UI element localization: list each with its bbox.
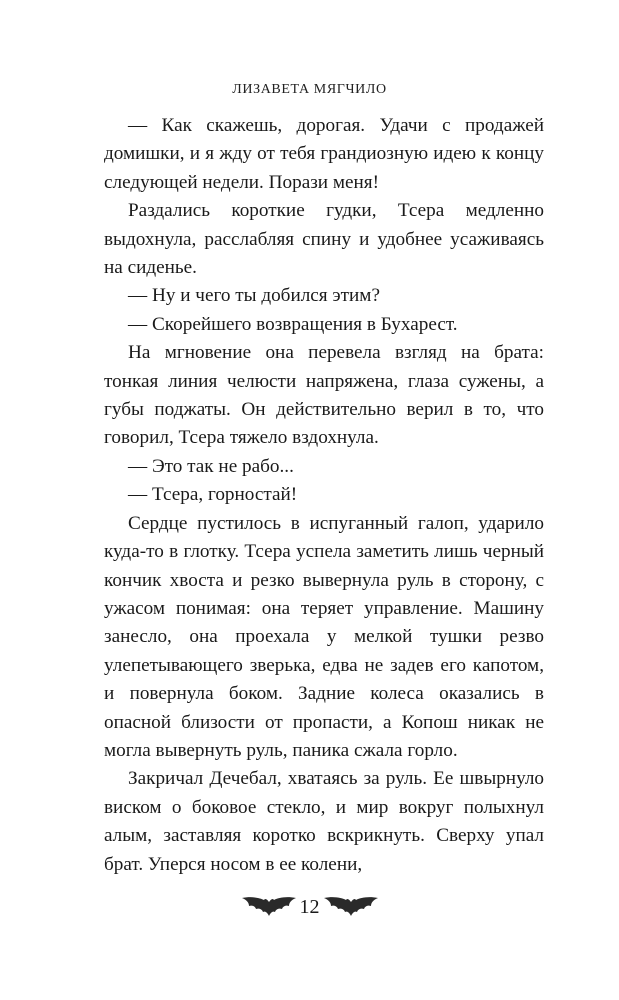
paragraph: — Как скажешь, дорогая. Удачи с продажей домишки, и я жду от тебя грандиозную идею к концу следующей недели. Порази меня!: [104, 115, 544, 193]
paragraph: — Скорейшего возвращения в Бухарест.: [128, 313, 458, 335]
paragraph: Раздались короткие гудки, Тсера медленно выдохнула, расслабляя спину и удобнее усаживаясь на сиденье.: [104, 200, 544, 279]
paragraph: На мгновение она перевела взгляд на брата: тонкая линия челюсти напряжена, глаза сужены, а губы поджаты. Он действительно верил в то, что говорил, Тсера тяжело вздохнула.: [104, 342, 544, 449]
paragraph: Закричал Дечебал, хватаясь за руль. Ее швырнуло виском о боковое стекло, и мир вокруг полыхнул алым, заставляя коротко вскрикнуть. Сверху упал брат. Уперся носом в ее колени,: [104, 768, 544, 875]
bat-icon: [322, 892, 380, 922]
body-text: [104, 112, 544, 879]
paragraph: Сердце пустилось в испуганный галоп, ударило куда-то в глотку. Тсера успела заметить лишь черный кончик хвоста и резко вывернула руль в сторону, с ужасом понимая: она теряет управление. Машину занесло, она проехала у мелкой тушки резво улепетывающего зверька, едва не задев его капотом, и повернула боком. Задние колеса оказались в опасной близости от пропасти, а Копош никак не могла вывернуть руль, паника сжала горло.: [104, 512, 544, 761]
running-header: ЛИЗАВЕТА МЯГЧИЛО: [232, 82, 387, 97]
paragraph: — Ну и чего ты добился этим?: [128, 285, 380, 307]
page-number: 12: [299, 896, 320, 918]
paragraph: — Тсера, горностай!: [128, 484, 298, 506]
page-footer: [0, 890, 619, 930]
paragraph: — Это так не рабо...: [128, 455, 294, 477]
